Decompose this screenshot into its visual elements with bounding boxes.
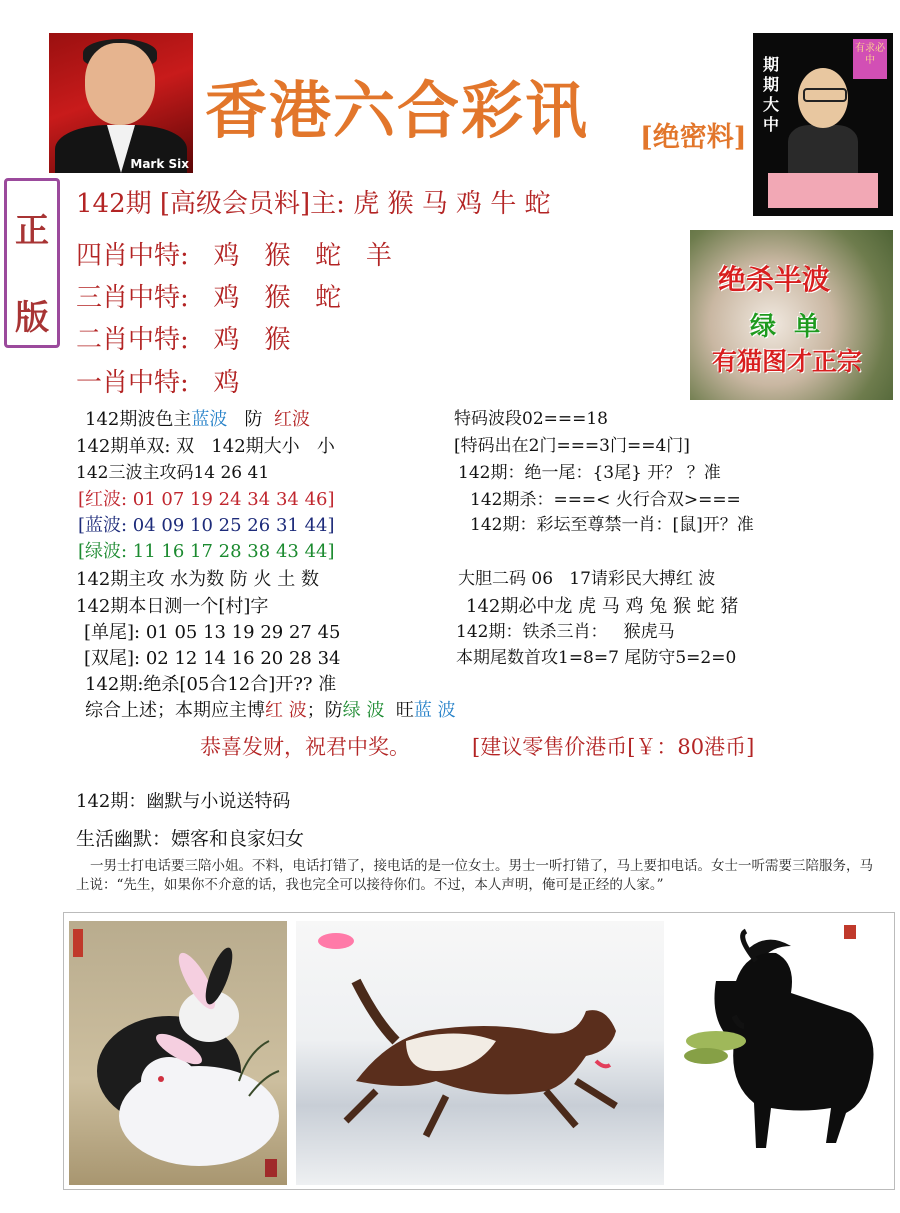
photo-logo: Mark Six [130, 157, 189, 171]
cat-promo-image [690, 230, 893, 400]
kill-line: 142期:绝杀[05合12合]开?? 准 [85, 674, 337, 695]
main-attack-line: 142期主攻 水为数 防 火 土 数 [76, 569, 319, 590]
wave-line [85, 411, 310, 429]
title-tag: [绝密料] [640, 122, 747, 153]
two-zodiac: 二肖中特: 鸡 猴 [76, 325, 291, 355]
caricature-vertical-text: 期期大中 [763, 55, 780, 134]
special-gate-line: [特码出在2门===3门==4门] [454, 436, 690, 456]
special-range-line: 特码波段02===18 [454, 409, 608, 429]
summary-mid2: 旺 [384, 700, 414, 721]
rabbit-painting [69, 921, 287, 1185]
double-tail-line: [双尾]: 02 12 14 16 20 28 34 [84, 648, 341, 669]
story-text: 一男士打电话要三陪小姐。不料，电话打错了，接电话的是一位女士。男士一听打错了，马上要扣电话。女士一听需要三陪服务，马上说：“先生，如果你不介意的话，我也完全可以接待你们。不过，本人声明，俺可是正经的人家。” [76, 858, 873, 893]
summary-blue: 蓝 波 [413, 700, 456, 721]
three-wave-line: 142三波主攻码14 26 41 [76, 463, 270, 483]
dog-art [296, 921, 664, 1185]
cat-line2: 绿 单 [750, 312, 821, 342]
story-title: 生活幽默：嫖客和良家妇女 [76, 828, 305, 850]
summary-red: 红 波 [265, 700, 307, 721]
caricature-sign: 有求必中 [853, 39, 887, 79]
wave-prefix: 142期波色主 [85, 409, 192, 430]
green-wave-numbers: [绿波: 11 16 17 28 38 43 44] [78, 541, 335, 562]
three-zodiac: 三肖中特: 鸡 猴 蛇 [76, 283, 342, 313]
dragon-line: 142期必中龙 虎 马 鸡 兔 猴 蛇 猪 [466, 596, 739, 617]
caricature-image [753, 33, 893, 216]
summary-green: 绿 波 [342, 700, 385, 721]
congrats-text: 恭喜发财，祝君中奖。 [200, 735, 410, 759]
daily-word-line: 142期本日测一个[村]字 [76, 596, 269, 617]
summary-mid: ；防 [306, 700, 343, 721]
four-zodiac: 四肖中特: 鸡 猴 蛇 羊 [76, 241, 392, 271]
badge-line1: 正 [15, 211, 49, 251]
cat-line3: 有猫图才正宗 [712, 347, 863, 376]
summary-line [85, 702, 456, 720]
kill-combo-line: 142期杀：===< 火行合双>=== [470, 490, 741, 510]
host-photo [49, 33, 193, 173]
wave-red: 红波 [273, 409, 310, 430]
tail-attack-line: 本期尾数首攻1=8=7 尾防守5=2=0 [456, 648, 737, 668]
zodiac-gallery [63, 912, 895, 1190]
one-zodiac: 一肖中特: 鸡 [76, 368, 240, 398]
bold-pair-line: 大胆二码 06 17请彩民大搏红 波 [458, 569, 716, 589]
goat-painting [676, 921, 888, 1185]
cat-line1: 绝杀半波 [718, 263, 831, 296]
badge-line2: 版 [15, 298, 49, 338]
goat-art [676, 921, 888, 1185]
humor-title: 142期：幽默与小说送特码 [76, 791, 291, 812]
headline: 142期 [高级会员料]主: 虎 猴 马 鸡 牛 蛇 [76, 189, 551, 219]
wave-mid: 防 [227, 409, 274, 430]
blue-wave-numbers: [蓝波: 04 09 10 25 26 31 44] [78, 515, 335, 536]
single-tail-line: [单尾]: 01 05 13 19 29 27 45 [84, 622, 341, 643]
price-text: [建议零售价港币[￥：80港币] [472, 735, 755, 759]
page-title: 香港六合彩讯 [205, 74, 590, 147]
iron-kill-line: 142期：铁杀三肖： 猴虎马 [456, 622, 675, 642]
authentic-badge [4, 178, 60, 348]
forbidden-line: 142期：彩坛至尊禁一肖：[鼠]开？准 [470, 515, 754, 535]
summary-prefix: 综合上述；本期应主博 [85, 700, 265, 721]
rabbit-art [69, 921, 287, 1185]
tail-line: 142期：绝一尾：{3尾} 开？ ？准 [458, 463, 721, 483]
dog-painting [296, 921, 664, 1185]
odd-even-line: 142期单双: 双 142期大小 小 [76, 436, 335, 457]
wave-blue: 蓝波 [191, 409, 228, 430]
red-wave-numbers: [红波: 01 07 19 24 34 34 46] [78, 489, 335, 510]
